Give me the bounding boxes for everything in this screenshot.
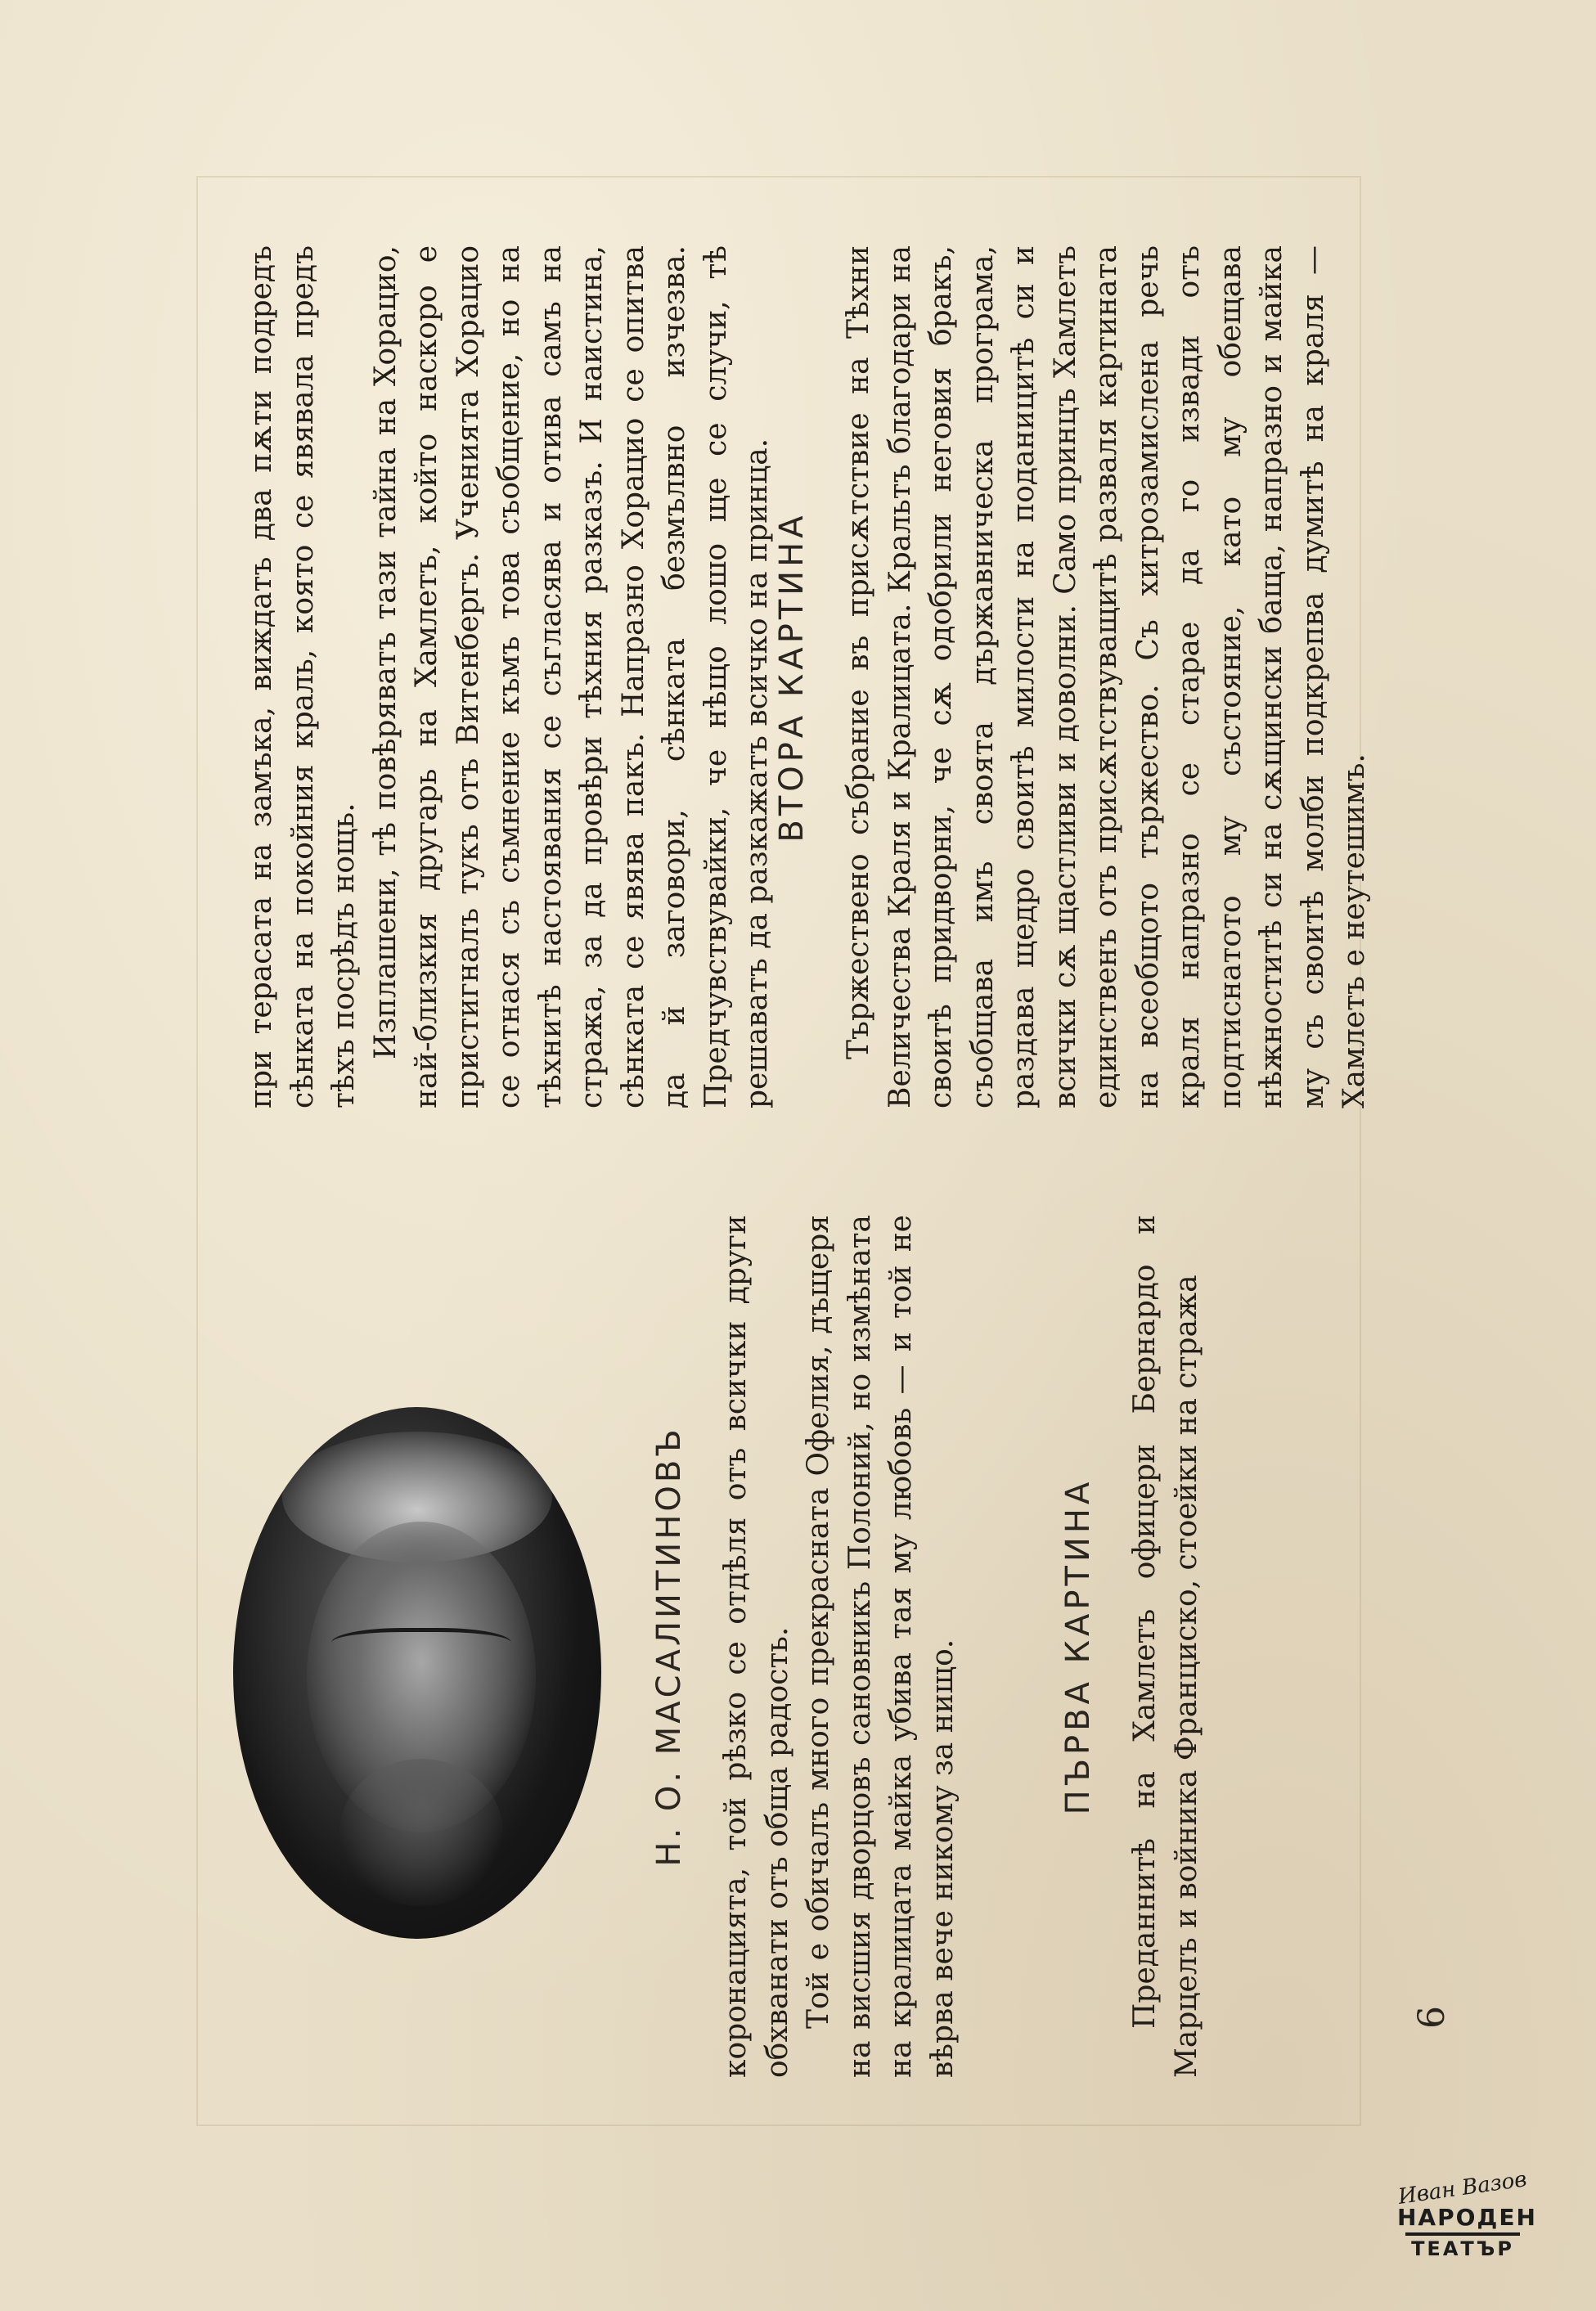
section-heading-first: ПЪРВА КАРТИНА: [1059, 1477, 1097, 1815]
left-text-block: [716, 1215, 964, 2078]
right-paragraph-3: Тържествено събрание въ присѫтствие на Тѣхни Величества Краля и Кралицата. Кральтъ благодари на своитѣ придворни, че сѫ одобрили неговия бракъ, съобщава имъ своята държавническа програма, раздава щедро своитѣ милости на поданицитѣ си и всички сѫ щастливи и доволни. Само принцъ Хамлетъ единственъ отъ присѫтствуващитѣ разваля картината на всеобщото тържество. Съ хитрозамислена речь краля напразно се старае да го извади отъ подтиснатото му състояние, като му обещава нѣжноститѣ си на сѫщински баща, напразно и майка му съ своитѣ молби подкрепва думитѣ на краля — Хамлетъ е неутешимъ.: [842, 245, 1371, 1108]
portrait-caption: Н. О. МАСАЛИТИНОВЪ: [650, 1426, 688, 1867]
portrait-glasses: [331, 1628, 511, 1665]
left-paragraph-1: коронацията, той рѣзко се отдѣля отъ всички други обхванати отъ обща радость.: [719, 1215, 794, 2078]
logo-divider: [1405, 2232, 1520, 2236]
left-column: [233, 1215, 1362, 2078]
left-paragraph-3: Преданнитѣ на Хамлетъ офицери Бернардо и Марцелъ и войника Франциско, стоейки на стража: [1128, 1215, 1203, 2078]
portrait-oval-image: [233, 1407, 601, 1939]
portrait-beard: [339, 1759, 503, 1906]
page-number: 6: [1411, 2006, 1453, 2029]
rotated-page-content: [233, 245, 1453, 2078]
left-text-block-2: [1125, 1215, 1207, 2078]
logo-line-1: НАРОДЕН: [1397, 2204, 1537, 2231]
national-theatre-logo: [1396, 2167, 1537, 2274]
right-paragraph-1: при терасата на замъка, виждатъ два пѫти подредъ сѣнката на покойния краль, която се явявала предъ тѣхъ посрѣдъ нощь.: [245, 245, 361, 1108]
right-text-block-2: [838, 245, 1376, 1108]
right-column: [233, 245, 1371, 1108]
logo-line-2: ТЕАТЪР: [1411, 2237, 1514, 2260]
logo-signature: Иван Вазов: [1396, 2167, 1529, 2210]
right-paragraph-2: Изплашени, тѣ повѣряватъ тази тайна на Хорацио, най-близкия другарь на Хамлетъ, който наскоро е пристигналъ тукъ отъ Витенбергъ. Ученията Хорацио се отнася съ съмнение къмъ това съобщение, но на тѣхнитѣ настоявания се съгласява и отива самъ на стража, за да провѣри тѣхния разказъ. И наистина, сѣнката се явява пакъ. Напразно Хорацио се опитва да й заговори, сѣнката безмълвно изчезва. Предчувствувайки, че нѣщо лошо ще се случи, тѣ решаватъ да разкажатъ всичко на принца.: [368, 245, 774, 1108]
portrait-photo: [233, 1407, 601, 1939]
section-heading-second: ВТОРА КАРТИНА: [773, 511, 811, 843]
left-paragraph-2: Той е обичалъ много прекрасната Офелия, дъщеря на висшия дворцовъ сановникъ Полоний, но измѣната на кралицата майка убива тая му любовь — и той не вѣрва вече никому за нищо.: [802, 1215, 960, 2078]
right-text-block: [241, 245, 779, 1108]
